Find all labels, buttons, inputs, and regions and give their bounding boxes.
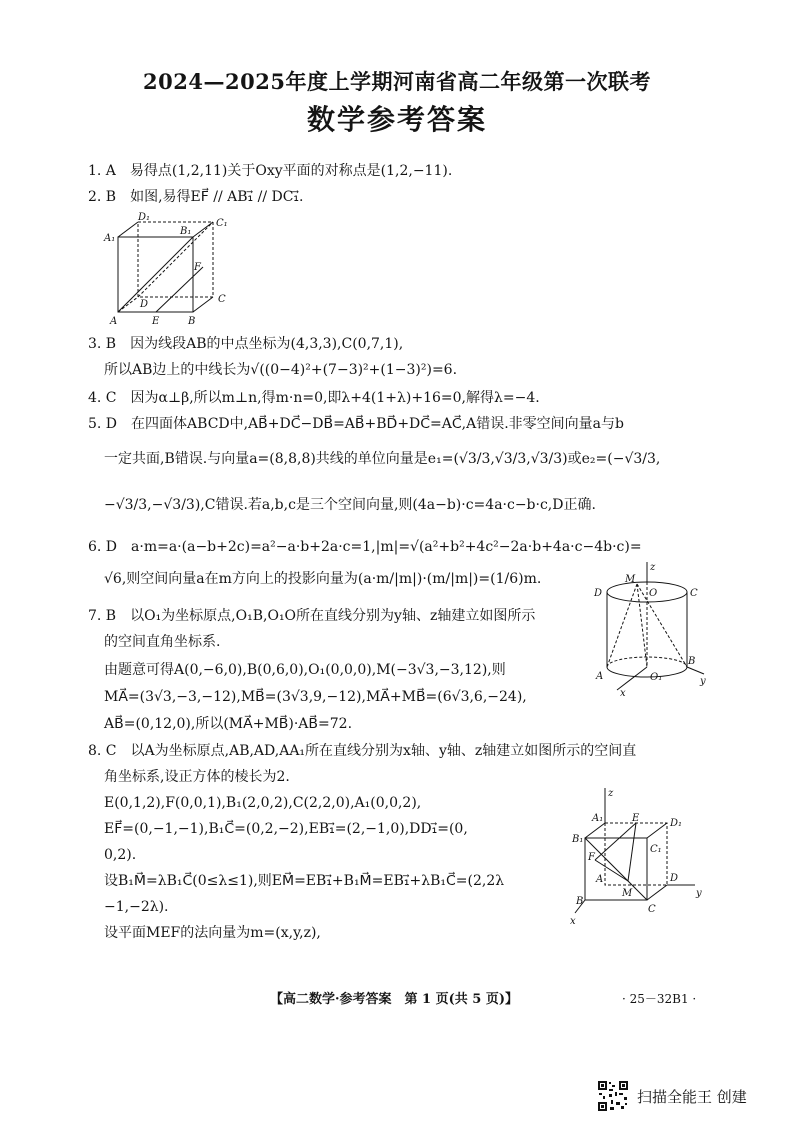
answer-line-7e: AB⃗=(0,12,0),所以(MA⃗+MB⃗)·AB⃗=72. [104, 716, 353, 732]
answer-line-5c: −√3/3,−√3/3),C错误.若a,b,c是三个空间向量,则(4a−b)·c=4a·c−b·c,D正确. [104, 497, 596, 513]
fig2-label: E [152, 316, 160, 327]
qr-code-icon [597, 1080, 629, 1112]
answer-line-1: 1. A 易得点(1,2,11)关于Oxy平面的对称点是(1,2,−11). [88, 163, 453, 179]
scanner-text: 扫描全能王 创建 [637, 1088, 747, 1106]
fig2-label: C₁ [216, 218, 228, 229]
fig8-label: M [622, 888, 633, 899]
fig2-label: A₁ [104, 233, 116, 244]
cube-figure-q2 [100, 212, 240, 330]
answer-line-8: 8. C 以A为坐标原点,AB,AD,AA₁所在直线分别为x轴、y轴、z轴建立如图所示的空间直 [88, 743, 637, 759]
fig7-label: O [649, 588, 658, 599]
fig8-label: x [570, 916, 576, 927]
fig2-label: F [194, 262, 201, 273]
answer-line-3: 3. B 因为线段AB的中点坐标为(4,3,3),C(0,7,1), [88, 336, 404, 352]
fig7-label: z [650, 562, 656, 573]
fig8-label: D₁ [670, 818, 683, 829]
answer-line-8c: E(0,1,2),F(0,0,1),B₁(2,0,2),C(2,2,0),A₁(0,0,2), [104, 795, 422, 811]
answer-line-5b: 一定共面,B错误.与向量a=(8,8,8)共线的单位向量是e₁=(√3/3,√3/3,√3/3)或e₂=(−√3/3, [104, 451, 661, 467]
fig7-label: x [620, 688, 626, 697]
answer-line-8f: 设B₁M⃗=λB₁C⃗(0≤λ≤1),则EM⃗=EB₁⃗+B₁M⃗=EB₁⃗+λB₁C⃗=(2,2λ [104, 873, 505, 889]
fig8-label: C₁ [650, 844, 662, 855]
answer-line-7c: 由题意可得A(0,−6,0),B(0,6,0),O₁(0,0,0),M(−3√3,−3,12),则 [104, 662, 506, 678]
fig2-label: B₁ [180, 226, 192, 237]
fig8-label: E [632, 813, 640, 824]
fig8-label: z [608, 788, 614, 799]
fig7-label: D [594, 588, 603, 599]
fig8-label: A [596, 874, 604, 885]
x-axis [617, 667, 647, 690]
fig7-label: O₁ [650, 672, 663, 683]
fig7-label: B [688, 656, 696, 667]
fig8-label: B [576, 896, 584, 907]
fig8-label: D [670, 873, 679, 884]
answer-line-6: 6. D a·m=a·(a−b+2c)=a²−a·b+2a·c=1,|m|=√(a²+b²+4c²−2a·b+4a·c−4b·c)= [88, 539, 642, 555]
answer-line-8d: EF⃗=(0,−1,−1),B₁C⃗=(0,2,−2),EB₁⃗=(2,−1,0),DD₁⃗=(0, [104, 821, 468, 837]
y-axis [687, 667, 704, 674]
exam-title: 2024—2025年度上学期河南省高二年级第一次联考 [143, 69, 651, 94]
answer-line-6b: √6,则空间向量a在m方向上的投影向量为(a·m/|m|)·(m/|m|)=(1/6)m. [104, 571, 542, 587]
answer-title: 数学参考答案 [306, 103, 487, 136]
answer-line-5: 5. D 在四面体ABCD中,AB⃗+DC⃗−DB⃗=AB⃗+BD⃗+DC⃗=AC⃗,A错误.非零空间向量a与b [88, 416, 624, 432]
cylinder-bottom-front [607, 667, 687, 677]
fig8-label: F [588, 852, 595, 863]
segment-b1c [585, 838, 647, 900]
fig2-label: C [218, 294, 226, 305]
fig2-label: D₁ [138, 212, 151, 223]
answer-line-3b: 所以AB边上的中线长为√((0−4)²+(7−3)²+(1−3)²)=6. [104, 362, 458, 378]
answer-line-8h: 设平面MEF的法向量为m=(x,y,z), [104, 925, 321, 941]
fig7-label: y [700, 676, 706, 687]
answer-line-8b: 角坐标系,设正方体的棱长为2. [104, 769, 290, 785]
diagonal-ab1 [118, 237, 193, 312]
segment-ef [595, 823, 636, 860]
answer-line-7d: MA⃗=(3√3,−3,−12),MB⃗=(3√3,9,−12),MA⃗+MB⃗=(6√3,6,−24), [104, 689, 527, 705]
fig7-label: A [596, 671, 604, 682]
cube-figure-q8 [570, 788, 710, 928]
diagonal-dc1 [138, 222, 213, 297]
cylinder-figure-q7 [592, 562, 712, 697]
answer-line-7: 7. B 以O₁为坐标原点,O₁B,O₁O所在直线分别为y轴、z轴建立如图所示 [88, 608, 536, 624]
fig8-label: B₁ [572, 834, 584, 845]
answer-line-8g: −1,−2λ). [104, 899, 169, 915]
answer-line-4: 4. C 因为α⊥β,所以m⊥n,得m·n=0,即λ+4(1+λ)+16=0,解得λ=−4. [88, 390, 540, 406]
fig7-label: C [690, 588, 698, 599]
scanner-watermark [597, 1080, 777, 1110]
fig7-label: M [625, 574, 636, 585]
answer-line-2: 2. B 如图,易得EF⃗ // AB₁⃗ // DC₁⃗. [88, 189, 304, 205]
page-footer-code: · 25－32B1 · [622, 992, 697, 1006]
fig8-label: A₁ [592, 813, 604, 824]
fig8-label: C [648, 904, 656, 915]
answer-line-8e: 0,2). [104, 847, 137, 863]
fig8-label: y [696, 888, 702, 899]
answer-line-7b: 的空间直角坐标系. [104, 634, 221, 650]
page-footer-label: 【高二数学·参考答案 第 1 页(共 5 页)】 [270, 992, 519, 1007]
segment-ef [156, 267, 203, 312]
fig2-label: A [110, 316, 118, 327]
fig2-label: B [188, 316, 196, 327]
fig2-label: D [140, 299, 149, 310]
